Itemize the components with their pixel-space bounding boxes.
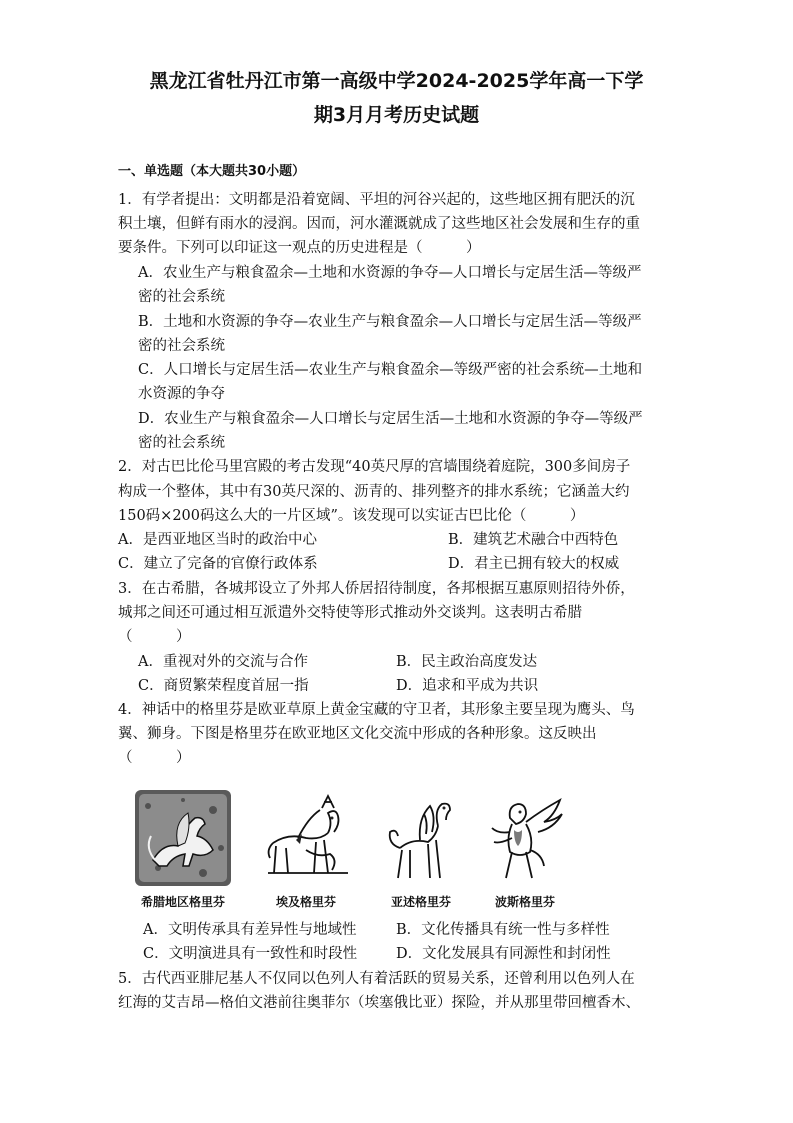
- q3-option-a[interactable]: A．重视对外的交流与合作: [138, 654, 308, 670]
- q1-option-b-line1[interactable]: B．土地和水资源的争夺—农业生产与粮食盈余—人口增长与定居生活—等级严: [138, 314, 642, 330]
- q3-option-b[interactable]: B．民主政治高度发达: [396, 654, 538, 670]
- q2-stem-line3: 150码×200码这么大的一片区域”。该发现可以实证古巴比伦（ ）: [118, 508, 585, 524]
- q1-option-c-line1[interactable]: C．人口增长与定居生活—农业生产与粮食盈余—等级严密的社会系统—土地和: [138, 362, 643, 378]
- q4-stem-line3: （ ）: [118, 750, 191, 766]
- persian-griffin-image: [482, 788, 567, 888]
- q3-stem-line3: （ ）: [118, 629, 191, 645]
- q1-option-d-line2[interactable]: 密的社会系统: [138, 435, 225, 451]
- exam-title-line2: 期3月月考历史试题: [313, 104, 480, 126]
- section-heading: 一、单选题（本大题共30小题）: [118, 164, 306, 179]
- q2-option-b[interactable]: B．建筑艺术融合中西特色: [448, 532, 619, 548]
- q1-option-d-line1[interactable]: D．农业生产与粮食盈余—人口增长与定居生活—土地和水资源的争夺—等级严: [138, 411, 643, 427]
- q5-stem-line2: 红海的艾吉昂—格伯文港前往奥菲尔（埃塞俄比亚）探险，并从那里带回檀香木、: [118, 995, 640, 1011]
- q1-stem-line2: 积土壤，但鲜有雨水的浸润。因而，河水灌溉就成了这些地区社会发展和生存的重: [118, 216, 640, 232]
- persian-griffin-caption: 波斯格里芬: [494, 895, 555, 909]
- q4-stem-line1: 4．神话中的格里芬是欧亚草原上黄金宝藏的守卫者，其形象主要呈现为鹰头、鸟: [118, 702, 635, 718]
- q1-stem-line1: 1．有学者提出：文明都是沿着宽阔、平坦的河谷兴起的，这些地区拥有肥沃的沉: [118, 192, 635, 208]
- q5-stem-line1: 5．古代西亚腓尼基人不仅同以色列人有着活跃的贸易关系，还曾利用以色列人在: [118, 971, 635, 987]
- assyrian-griffin-image: [380, 788, 460, 888]
- q4-option-a[interactable]: A．文明传承具有差异性与地域性: [143, 922, 357, 938]
- q2-option-a[interactable]: A．是西亚地区当时的政治中心: [118, 532, 317, 548]
- q2-stem-line2: 构成一个整体，其中有30英尺深的、沥青的、排列整齐的排水系统；它涵盖大约: [118, 484, 630, 500]
- q4-option-b[interactable]: B．文化传播具有统一性与多样性: [396, 922, 610, 938]
- q3-stem-line1: 3．在古希腊，各城邦设立了外邦人侨居招待制度，各邦根据互惠原则招待外侨，: [118, 581, 635, 597]
- egyptian-griffin-caption: 埃及格里芬: [275, 895, 336, 909]
- assyrian-griffin-caption: 亚述格里芬: [390, 895, 451, 909]
- q2-option-d[interactable]: D．君主已拥有较大的权威: [448, 556, 620, 572]
- q3-option-d[interactable]: D．追求和平成为共识: [396, 678, 539, 694]
- q3-option-c[interactable]: C．商贸繁荣程度首屈一指: [138, 678, 309, 694]
- q4-stem-line2: 翼、狮身。下图是格里芬在欧亚地区文化交流中形成的各种形象。这反映出: [118, 726, 597, 742]
- q1-option-a-line1[interactable]: A．农业生产与粮食盈余—土地和水资源的争夺—人口增长与定居生活—等级严: [138, 265, 642, 281]
- greek-griffin-caption: 希腊地区格里芬: [140, 895, 225, 909]
- q1-option-c-line2[interactable]: 水资源的争夺: [138, 386, 225, 402]
- q3-stem-line2: 城邦之间还可通过相互派遣外交特使等形式推动外交谈判。这表明古希腊: [118, 605, 582, 621]
- egyptian-griffin-image: [258, 788, 353, 888]
- q4-option-d[interactable]: D．文化发展具有同源性和封闭性: [396, 946, 611, 962]
- q1-option-a-line2[interactable]: 密的社会系统: [138, 289, 225, 305]
- greek-griffin-image: [133, 788, 233, 888]
- q2-stem-line1: 2．对古巴比伦马里宫殿的考古发现“40英尺厚的宫墙围绕着庭院，300多间房子: [118, 459, 631, 475]
- q2-option-c[interactable]: C．建立了完备的官僚行政体系: [118, 556, 318, 572]
- q4-option-c[interactable]: C．文明演进具有一致性和时段性: [143, 946, 358, 962]
- exam-title-line1: 黑龙江省牡丹江市第一高级中学2024-2025学年高一下学: [149, 70, 644, 92]
- q1-stem-line3: 要条件。下列可以印证这一观点的历史进程是（ ）: [118, 240, 481, 256]
- exam-title: [60, 64, 733, 132]
- q1-option-b-line2[interactable]: 密的社会系统: [138, 338, 225, 354]
